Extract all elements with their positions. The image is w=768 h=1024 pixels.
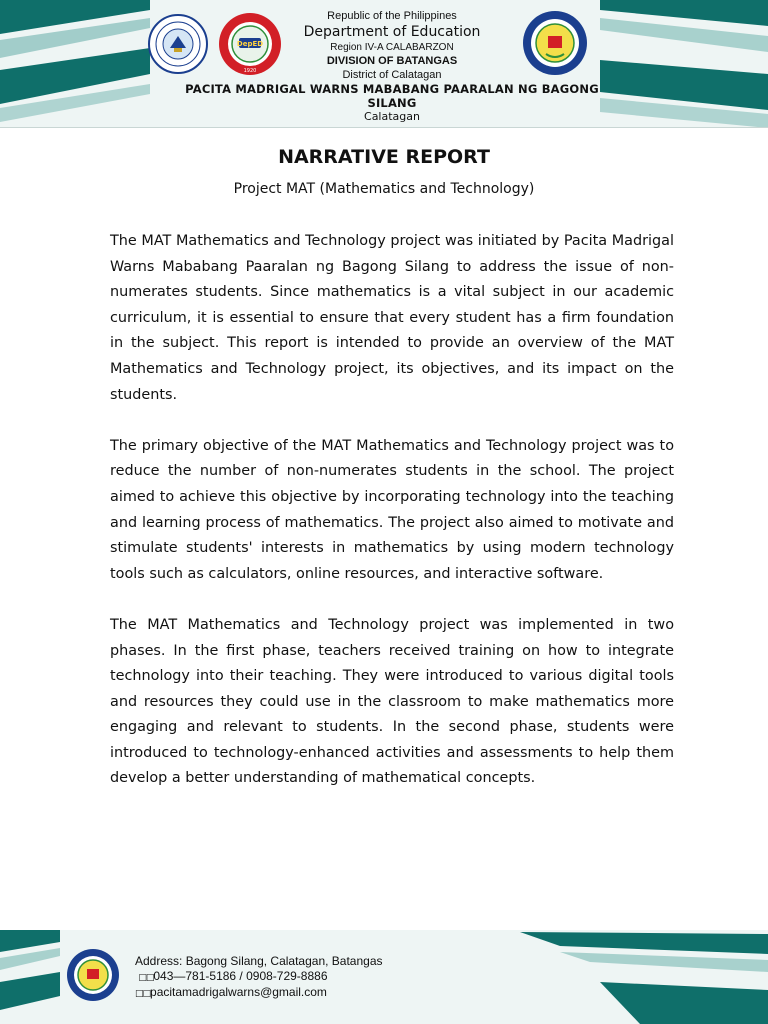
report-body xyxy=(110,229,674,818)
email-text: pacitamadrigalwarns@gmail.com xyxy=(150,985,327,999)
seal-badge-text: DepED xyxy=(236,40,264,48)
report-title: NARRATIVE REPORT xyxy=(278,146,490,168)
school-seal-footer-logo xyxy=(66,948,120,1002)
address-text: Address: Bagong Silang, Calatagan, Batangas xyxy=(135,954,383,968)
phone-icon: □□ xyxy=(138,972,154,983)
department-label: Department of Education xyxy=(303,24,481,40)
school-name: PACITA MADRIGAL WARNS MABABANG PAARALAN NG BAGONG SILANG xyxy=(185,82,599,110)
header-divider xyxy=(0,127,768,128)
district-label: District of Calatagan xyxy=(342,69,442,81)
division-label: DIVISION OF BATANGAS xyxy=(326,55,458,67)
footer-contact xyxy=(135,954,383,1002)
email-icon: □□ xyxy=(135,989,151,999)
email-line xyxy=(135,985,383,1002)
letterhead-header xyxy=(0,0,768,128)
letterhead-footer xyxy=(0,930,768,1024)
letterhead-text xyxy=(170,10,614,123)
paragraph: The MAT Mathematics and Technology project was initiated by Pacita Madrigal Warns Mababang Paaralan ng Bagong Silang to address the issue of non-numerates students. Since mathematics is a vital subject in our academic curriculum, it is essential to ensure that every student has a firm foundation in the subject. This report is intended to provide an overview of the MAT Mathematics and Technology project, its objectives, and its impact on the students. xyxy=(110,233,674,403)
seal-year-text: 1920 xyxy=(243,68,257,74)
paragraph: The MAT Mathematics and Technology project was implemented in two phases. In the first phase, teachers received training on how to integrate technology into their teaching. They were introduced to various digital tools and resources they could use in the classroom to make mathematics more engaging and relevant to students. In the second phase, students were introduced to technology-enhanced activities and assessments to help them develop a better understanding of mathematical concepts. xyxy=(110,616,674,787)
phone-text: 043—781-5186 / 0908-729-8886 xyxy=(153,968,328,983)
region-label: Region IV-A CALABARZON xyxy=(330,42,454,53)
phone-line xyxy=(135,969,383,986)
republic-label: Republic of the Philippines xyxy=(327,10,457,22)
paragraph: The primary objective of the MAT Mathematics and Technology project was to reduce the number of non-numerates students in the school. The project aimed to achieve this objective by incorporating technology into the teaching and learning process of mathematics. The project also aimed to motivate and stimulate students' interests in mathematics by using modern technology tools such as calculators, online resources, and interactive software. xyxy=(110,437,674,582)
town-label: Calatagan xyxy=(364,110,420,123)
report-subtitle: Project MAT (Mathematics and Technology) xyxy=(233,181,535,197)
